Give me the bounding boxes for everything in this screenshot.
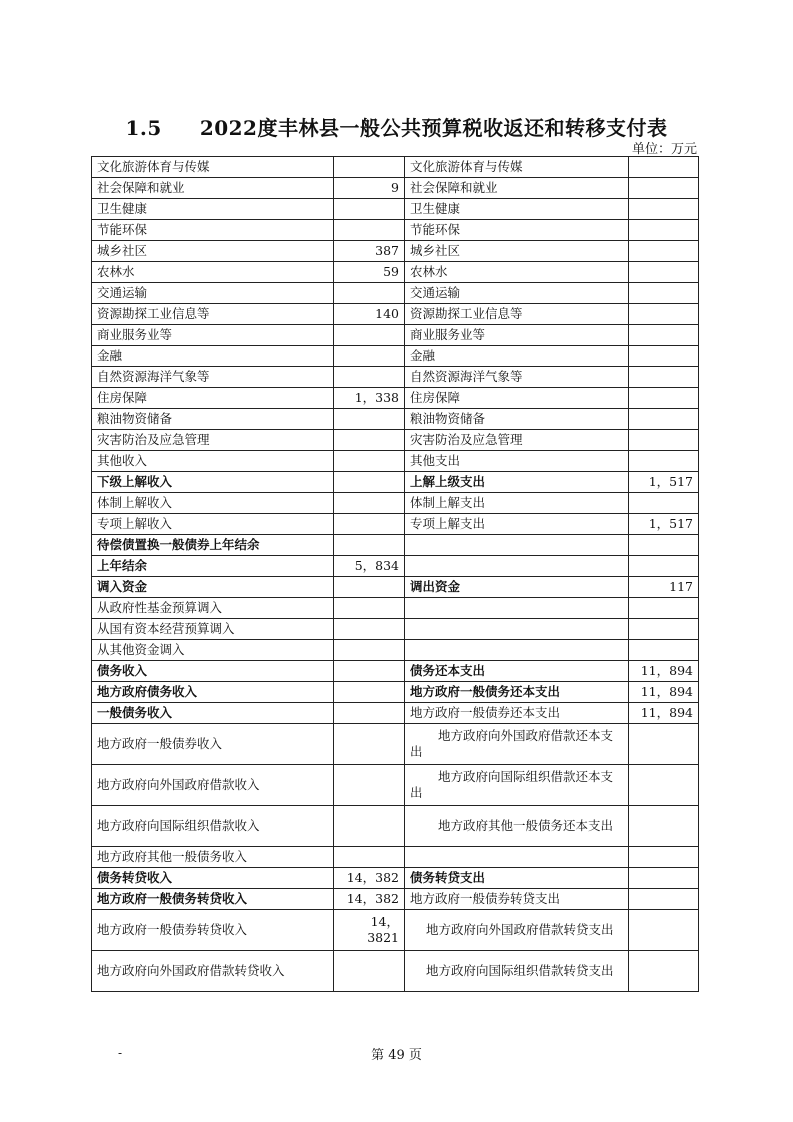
left-value [334,682,405,703]
left-value [334,472,405,493]
table-row [92,451,699,472]
right-item [405,598,629,619]
right-item: 债务还本支出 [405,661,629,682]
right-value [629,619,699,640]
unit-label: 单位：万元 [631,142,697,157]
table-row [92,367,699,388]
left-value [334,951,405,992]
left-item: 从其他资金调入 [92,640,334,661]
left-value [334,346,405,367]
table-row [92,388,699,409]
right-value [629,346,699,367]
table-row [92,304,699,325]
right-value [629,556,699,577]
left-item: 住房保障 [92,388,334,409]
left-value: 1，338 [334,388,405,409]
left-item: 资源勘探工业信息等 [92,304,334,325]
left-item: 一般债务收入 [92,703,334,724]
right-value [629,847,699,868]
table-row [92,619,699,640]
left-value: 14，382 [334,889,405,910]
left-value [334,157,405,178]
right-value [629,910,699,951]
right-item [405,640,629,661]
right-item: 文化旅游体育与传媒 [405,157,629,178]
table-row [92,703,699,724]
left-value [334,367,405,388]
right-value [629,241,699,262]
left-item: 卫生健康 [92,199,334,220]
table-row [92,220,699,241]
right-item: 交通运输 [405,283,629,304]
right-item [405,535,629,556]
left-value [334,703,405,724]
table-row [92,178,699,199]
left-value: 5，834 [334,556,405,577]
right-item: 城乡社区 [405,241,629,262]
left-item: 地方政府向国际组织借款收入 [92,806,334,847]
table-row [92,765,699,806]
left-value: 59 [334,262,405,283]
table-row [92,640,699,661]
right-item: 金融 [405,346,629,367]
table-row [92,283,699,304]
right-value [629,157,699,178]
right-item: 社会保障和就业 [405,178,629,199]
right-value [629,889,699,910]
right-value [629,283,699,304]
footer-dash: - [118,1046,123,1060]
table-row [92,724,699,765]
right-item: 其他支出 [405,451,629,472]
right-value [629,325,699,346]
right-item: 债务转贷支出 [405,868,629,889]
left-item: 调入资金 [92,577,334,598]
left-value [334,325,405,346]
right-value [629,806,699,847]
left-value: 140 [334,304,405,325]
table-row [92,847,699,868]
right-value [629,868,699,889]
right-value [629,388,699,409]
left-value [334,283,405,304]
right-value [629,640,699,661]
left-value [334,577,405,598]
left-value [334,535,405,556]
left-value: 387 [334,241,405,262]
right-value: 11，894 [629,682,699,703]
table-row [92,325,699,346]
right-value [629,409,699,430]
left-item: 地方政府一般债券转贷收入 [92,910,334,951]
left-item: 农林水 [92,262,334,283]
table-row [92,889,699,910]
left-value [334,199,405,220]
left-item: 从政府性基金预算调入 [92,598,334,619]
title-number: 1.5 [125,116,162,140]
left-value [334,493,405,514]
left-item: 地方政府债务收入 [92,682,334,703]
left-item: 金融 [92,346,334,367]
table-row [92,346,699,367]
right-item: 粮油物资储备 [405,409,629,430]
left-item: 商业服务业等 [92,325,334,346]
budget-table [91,156,699,992]
right-item: 地方政府向国际组织借款转贷支出 [405,951,629,992]
left-item: 从国有资本经营预算调入 [92,619,334,640]
left-item: 灾害防治及应急管理 [92,430,334,451]
right-value [629,765,699,806]
right-value [629,178,699,199]
left-item: 粮油物资储备 [92,409,334,430]
left-value [334,451,405,472]
left-value: 9 [334,178,405,199]
right-item: 卫生健康 [405,199,629,220]
right-item: 地方政府一般债券还本支出 [405,703,629,724]
left-item: 自然资源海洋气象等 [92,367,334,388]
left-item: 节能环保 [92,220,334,241]
left-item: 地方政府其他一般债务收入 [92,847,334,868]
table-row [92,199,699,220]
right-value [629,598,699,619]
right-value [629,451,699,472]
left-item: 交通运输 [92,283,334,304]
left-value [334,640,405,661]
table-row [92,262,699,283]
left-value [334,430,405,451]
left-value: 14，382 [334,868,405,889]
left-item: 地方政府向外国政府借款收入 [92,765,334,806]
right-value: 11，894 [629,661,699,682]
page-title [0,112,793,141]
left-value [334,806,405,847]
right-value [629,199,699,220]
right-value: 1，517 [629,472,699,493]
right-value: 1，517 [629,514,699,535]
table-row [92,241,699,262]
right-value [629,535,699,556]
left-item: 社会保障和就业 [92,178,334,199]
right-item: 体制上解支出 [405,493,629,514]
table-row [92,598,699,619]
right-item [405,556,629,577]
right-item: 灾害防治及应急管理 [405,430,629,451]
table-row [92,868,699,889]
left-item: 上年结余 [92,556,334,577]
right-value [629,262,699,283]
right-item: 上解上级支出 [405,472,629,493]
right-item: 资源勘探工业信息等 [405,304,629,325]
table-row [92,951,699,992]
table-row [92,577,699,598]
table-row [92,910,699,951]
table-row [92,430,699,451]
table-row [92,535,699,556]
left-item: 地方政府一般债券收入 [92,724,334,765]
right-value: 117 [629,577,699,598]
right-value [629,220,699,241]
right-item: 地方政府一般债券转贷支出 [405,889,629,910]
table-row [92,682,699,703]
right-value: 11，894 [629,703,699,724]
right-item [405,619,629,640]
left-item: 城乡社区 [92,241,334,262]
left-item: 其他收入 [92,451,334,472]
right-item: 农林水 [405,262,629,283]
left-item: 体制上解收入 [92,493,334,514]
left-value: 14，3821 [334,910,405,951]
table-row [92,556,699,577]
right-value [629,724,699,765]
left-value [334,847,405,868]
left-value [334,409,405,430]
table-row [92,661,699,682]
right-item [405,847,629,868]
table-row [92,472,699,493]
right-value [629,304,699,325]
left-value [334,220,405,241]
right-item: 地方政府一般债务还本支出 [405,682,629,703]
right-item: 住房保障 [405,388,629,409]
table-row [92,157,699,178]
title-text: 2022度丰林县一般公共预算税收返还和转移支付表 [199,116,668,140]
right-item: 专项上解支出 [405,514,629,535]
left-item: 债务收入 [92,661,334,682]
left-item: 文化旅游体育与传媒 [92,157,334,178]
left-value [334,661,405,682]
right-item: 地方政府向外国政府借款还本支出 [405,724,629,765]
right-item: 节能环保 [405,220,629,241]
right-item: 地方政府其他一般债务还本支出 [405,806,629,847]
left-item: 地方政府一般债务转贷收入 [92,889,334,910]
page-number: 第 49 页 [371,1048,422,1063]
left-item: 地方政府向外国政府借款转贷收入 [92,951,334,992]
right-value [629,430,699,451]
table-row [92,409,699,430]
left-value [334,765,405,806]
left-item: 下级上解收入 [92,472,334,493]
left-item: 债务转贷收入 [92,868,334,889]
table-row [92,514,699,535]
right-value [629,951,699,992]
left-item: 待偿债置换一般债券上年结余 [92,535,334,556]
right-item: 调出资金 [405,577,629,598]
left-item: 专项上解收入 [92,514,334,535]
right-item: 自然资源海洋气象等 [405,367,629,388]
left-value [334,598,405,619]
right-item: 商业服务业等 [405,325,629,346]
left-value [334,619,405,640]
table-row [92,806,699,847]
right-item: 地方政府向国际组织借款还本支出 [405,765,629,806]
right-value [629,367,699,388]
left-value [334,724,405,765]
right-item: 地方政府向外国政府借款转贷支出 [405,910,629,951]
right-value [629,493,699,514]
left-value [334,514,405,535]
table-row [92,493,699,514]
